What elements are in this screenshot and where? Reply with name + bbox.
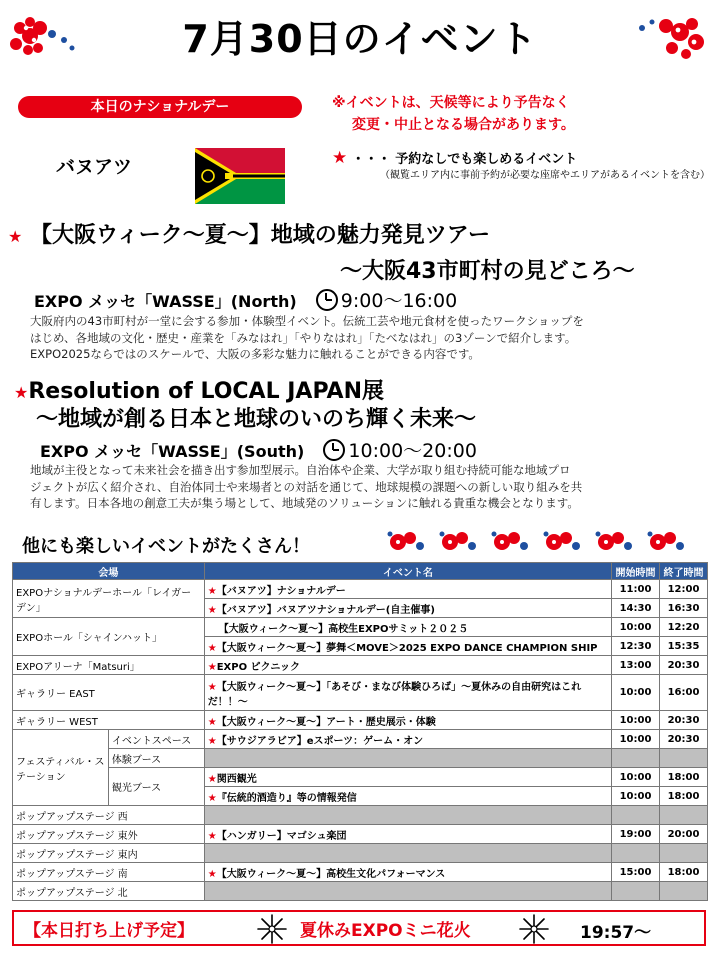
end-time: 18:00	[660, 787, 708, 806]
start-time: 10:00	[612, 768, 660, 787]
star-icon: ★	[207, 585, 217, 597]
venue-cell: ギャラリー EAST	[13, 675, 205, 711]
table-row	[13, 749, 708, 768]
empty-time-cell	[660, 749, 708, 768]
empty-time-cell	[612, 844, 660, 863]
empty-time-cell	[660, 882, 708, 901]
event-cell: ★【大阪ウィーク〜夏〜】夢舞＜MOVE＞2025 EXPO DANCE CHAMPION SHIP	[204, 637, 611, 656]
expo-logo-icon	[632, 14, 710, 64]
national-day-country: バヌアツ	[56, 156, 133, 178]
notice-line-2: 変更・中止となる場合があります。	[352, 117, 575, 133]
event1-venue: EXPO メッセ「WASSE」(North)	[34, 292, 297, 311]
star-icon: ★	[207, 681, 217, 693]
empty-event-cell	[204, 844, 611, 863]
start-time: 14:30	[612, 599, 660, 618]
event-cell: ★【大阪ウィーク〜夏〜】「あそび・まなび体験ひろば」〜夏休みの自由研究はこれだ！！〜	[204, 675, 611, 711]
table-row	[13, 882, 708, 901]
expo-logo-icon	[488, 528, 534, 556]
table-row	[13, 844, 708, 863]
empty-event-cell	[204, 882, 611, 901]
end-time: 18:00	[660, 768, 708, 787]
star-icon: ★	[207, 716, 217, 728]
venue-cell: ポップアップステージ 東外	[13, 825, 205, 844]
end-time: 18:00	[660, 863, 708, 882]
star-icon: ★	[207, 868, 217, 880]
table-row	[13, 768, 708, 787]
end-time: 12:20	[660, 618, 708, 637]
col-header-start: 開始時間	[612, 563, 660, 580]
venue-cell: ポップアップステージ 北	[13, 882, 205, 901]
start-time: 13:00	[612, 656, 660, 675]
empty-event-cell	[204, 749, 611, 768]
table-row	[13, 580, 708, 599]
firework-icon	[516, 912, 552, 946]
start-time: 11:00	[612, 580, 660, 599]
schedule-table	[12, 562, 708, 901]
star-icon: ★	[8, 227, 23, 246]
fireworks-time: 19:57〜	[580, 923, 652, 943]
page-title: 7月30日のイベント	[182, 17, 538, 61]
end-time: 15:35	[660, 637, 708, 656]
event-cell: ★関西観光	[204, 768, 611, 787]
event-cell: ★【バヌアツ】ナショナルデー	[204, 580, 611, 599]
venue-cell: ギャラリー WEST	[13, 711, 205, 730]
legend-text: ・・・ 予約なしでも楽しめるイベント	[351, 152, 578, 167]
end-time: 20:30	[660, 711, 708, 730]
sub-venue-cell: 体験ブース	[108, 749, 204, 768]
star-icon: ★	[14, 383, 29, 402]
start-time: 10:00	[612, 787, 660, 806]
empty-time-cell	[660, 806, 708, 825]
venue-cell: ポップアップステージ 西	[13, 806, 205, 825]
expo-logo-icon	[592, 528, 638, 556]
col-header-venue: 会場	[13, 563, 205, 580]
venue-cell: ポップアップステージ 東内	[13, 844, 205, 863]
clock-icon	[316, 289, 338, 311]
end-time: 20:30	[660, 730, 708, 749]
expo-logo-icon	[436, 528, 482, 556]
notice-text	[332, 92, 612, 136]
empty-event-cell	[204, 806, 611, 825]
table-row	[13, 656, 708, 675]
star-icon: ★	[332, 148, 348, 168]
empty-time-cell	[612, 749, 660, 768]
table-row	[13, 618, 708, 637]
start-time: 10:00	[612, 675, 660, 711]
venue-cell: ポップアップステージ 南	[13, 863, 205, 882]
event-cell: ★『伝統的酒造り』等の情報発信	[204, 787, 611, 806]
fireworks-title: 夏休みEXPOミニ花火	[300, 921, 471, 941]
event-cell: ★EXPO ピクニック	[204, 656, 611, 675]
event2-time: 10:00〜20:00	[348, 440, 477, 462]
venue-cell: EXPOアリーナ「Matsuri」	[13, 656, 205, 675]
venue-cell: EXPOホール「シャインハット」	[13, 618, 205, 656]
end-time: 12:00	[660, 580, 708, 599]
star-icon: ★	[207, 604, 217, 616]
event2-description: 地域が主役となって未来社会を描き出す参加型展示。自治体や企業、大学が取り組む持続可能な地域プロ ジェクトが広く紹介され、自治体同士や来場者との対話を通じて、地球規模の課題への新しい取り組みを共 有します。日本各地の創意工夫が集う場として、地域発のソリューションに触れる貴重な機会となります。	[30, 463, 583, 510]
event-cell: ★【サウジアラビア】eスポーツ：ゲーム・オン	[204, 730, 611, 749]
end-time: 20:00	[660, 825, 708, 844]
end-time: 20:30	[660, 656, 708, 675]
expo-logo-icon	[384, 528, 430, 556]
event1-description: 大阪府内の43市町村が一堂に会する参加・体験型イベント。伝統工芸や地元食材を使ったワークショップを はじめ、各地域の文化・歴史・産業を「みなはれ」「やりなはれ」「たべなはれ」の3ゾーンで紹介します。 EXPO2025ならではのスケールで、大阪の多彩な魅力に触れることができる内容です。	[30, 314, 584, 361]
start-time: 10:00	[612, 618, 660, 637]
event-cell: ★【バヌアツ】バヌアツナショナルデー(自主催事)	[204, 599, 611, 618]
sub-venue-cell: イベントスペース	[108, 730, 204, 749]
venue-cell: フェスティバル・ステーション	[13, 730, 109, 806]
legend-subtext: （観覧エリア内に事前予約が必要な座席やエリアがあるイベントを含む）	[380, 170, 710, 181]
start-time: 10:00	[612, 730, 660, 749]
event-cell: ★【大阪ウィーク〜夏〜】アート・歴史展示・体験	[204, 711, 611, 730]
star-icon: ★	[207, 773, 217, 785]
clock-icon	[323, 439, 345, 461]
star-icon: ★	[207, 735, 217, 747]
national-day-label: 本日のナショナルデー	[18, 96, 302, 118]
star-icon: ★	[207, 642, 217, 654]
event1-subtitle: 〜大阪43市町村の見どころ〜	[340, 259, 635, 284]
table-row	[13, 711, 708, 730]
many-events-heading: 他にも楽しいイベントがたくさん！	[22, 536, 310, 557]
star-icon: ★	[207, 792, 217, 804]
legend	[332, 148, 577, 168]
start-time: 19:00	[612, 825, 660, 844]
start-time: 15:00	[612, 863, 660, 882]
event-cell: 【大阪ウィーク〜夏〜】高校生EXPOサミット２０２５	[204, 618, 611, 637]
table-header-row	[13, 563, 708, 580]
notice-line-1: ※イベントは、天候等により予告なく	[332, 95, 570, 111]
expo-logo-icon	[644, 528, 690, 556]
empty-time-cell	[612, 882, 660, 901]
col-header-end: 終了時間	[660, 563, 708, 580]
empty-time-cell	[612, 806, 660, 825]
vanuatu-flag-icon	[195, 148, 285, 204]
start-time: 12:30	[612, 637, 660, 656]
end-time: 16:00	[660, 675, 708, 711]
venue-cell: EXPOナショナルデーホール「レイガーデン」	[13, 580, 205, 618]
firework-icon	[254, 912, 290, 946]
event2-title: ★Resolution of LOCAL JAPAN展	[14, 379, 384, 404]
star-icon: ★	[207, 830, 217, 842]
start-time: 10:00	[612, 711, 660, 730]
table-row	[13, 806, 708, 825]
col-header-event: イベント名	[204, 563, 611, 580]
event-cell: ★【大阪ウィーク〜夏〜】高校生文化パフォーマンス	[204, 863, 611, 882]
table-row	[13, 825, 708, 844]
fireworks-label: 【本日打ち上げ予定】	[24, 921, 194, 941]
table-row	[13, 675, 708, 711]
table-row	[13, 863, 708, 882]
event1-title: ★ 【大阪ウィーク〜夏〜】地域の魅力発見ツアー	[8, 223, 491, 248]
event2-venue: EXPO メッセ「WASSE」(South)	[40, 442, 305, 461]
event-cell: ★【ハンガリー】マゴシュ楽団	[204, 825, 611, 844]
table-row	[13, 730, 708, 749]
event1-venue-row	[34, 286, 457, 313]
empty-time-cell	[660, 844, 708, 863]
sub-venue-cell: 観光ブース	[108, 768, 204, 806]
event2-subtitle: 〜地域が創る日本と地球のいのち輝く未来〜	[36, 407, 477, 432]
star-icon: ★	[207, 661, 217, 673]
event2-venue-row	[40, 436, 477, 463]
event1-time: 9:00〜16:00	[340, 290, 458, 312]
expo-logo-icon	[540, 528, 586, 556]
end-time: 16:30	[660, 599, 708, 618]
